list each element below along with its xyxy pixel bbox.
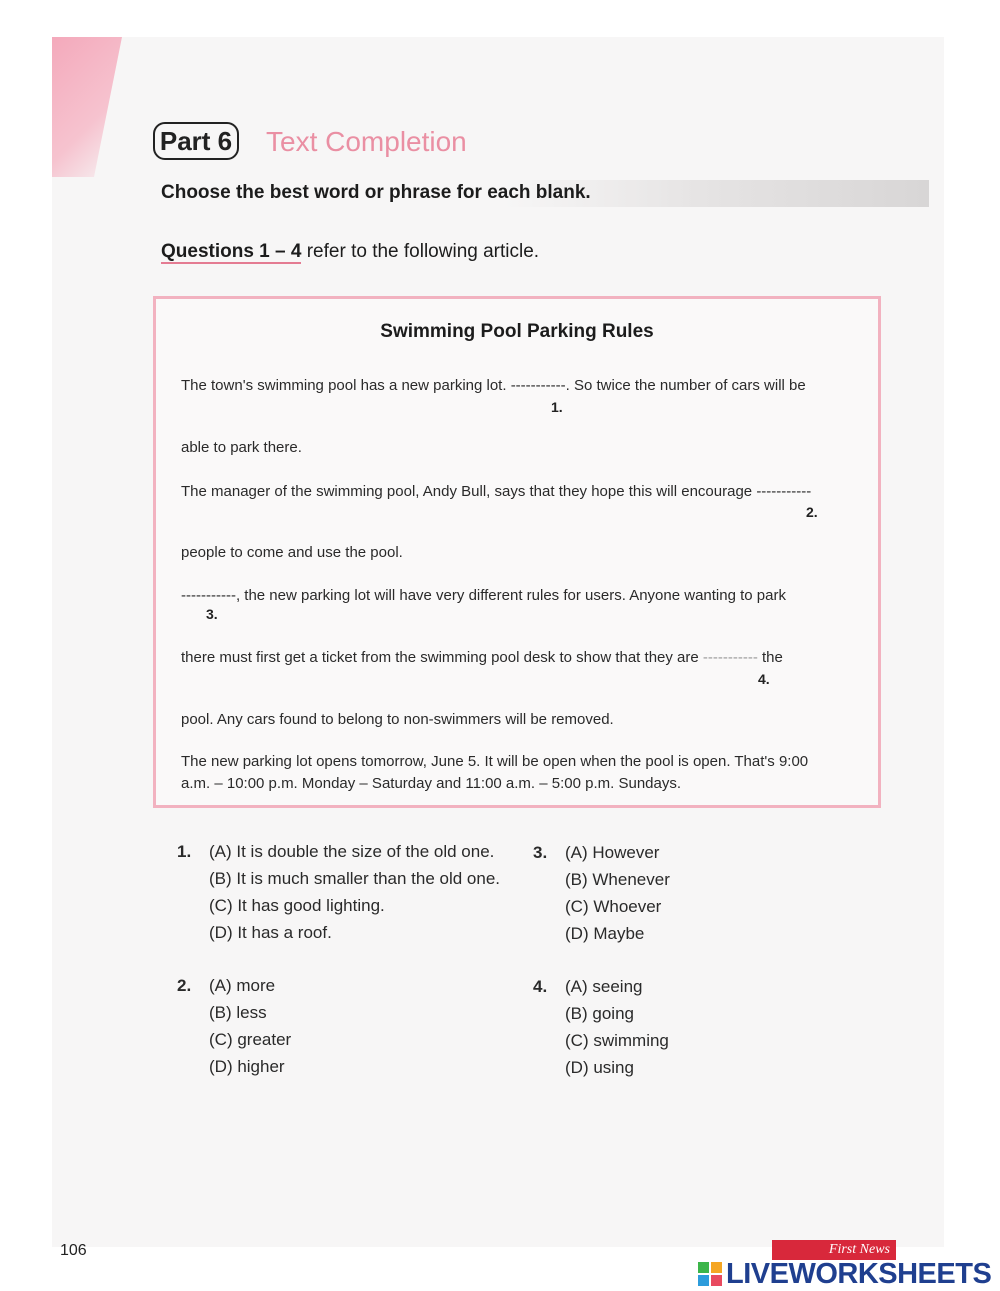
- article-line: there must first get a ticket from the swimming pool desk to show that they are ----------- the: [181, 649, 783, 666]
- article-line: able to park there.: [181, 439, 302, 456]
- option-1c[interactable]: (C) It has good lighting.: [209, 896, 385, 915]
- article-line: a.m. – 10:00 p.m. Monday – Saturday and 11:00 a.m. – 5:00 p.m. Sundays.: [181, 775, 682, 792]
- article-line: pool. Any cars found to belong to non-swimmers will be removed.: [181, 711, 614, 728]
- blank-1[interactable]: -----------: [510, 377, 566, 394]
- option-3b[interactable]: (B) Whenever: [565, 870, 670, 889]
- page-number: 106: [60, 1242, 87, 1259]
- article-box: [153, 296, 881, 808]
- question-number: 2.: [177, 976, 192, 995]
- option-3d[interactable]: (D) Maybe: [565, 924, 645, 943]
- publisher-banner: First News: [772, 1240, 896, 1260]
- option-2c[interactable]: (C) greater: [209, 1030, 292, 1049]
- article-line: people to come and use the pool.: [181, 544, 403, 561]
- article-title: Swimming Pool Parking Rules: [380, 321, 654, 342]
- option-2d[interactable]: (D) higher: [209, 1057, 285, 1076]
- question-number: 3.: [533, 843, 548, 862]
- option-1b[interactable]: (B) It is much smaller than the old one.: [209, 869, 501, 888]
- article-line: The new parking lot opens tomorrow, June 5. It will be open when the pool is open. That's 9:00: [181, 753, 809, 770]
- article-line: The manager of the swimming pool, Andy Bull, says that they hope this will encourage -----------: [181, 483, 812, 500]
- blank-4[interactable]: -----------: [702, 649, 758, 666]
- part-title: Text Completion: [266, 126, 467, 157]
- questions-reference: [161, 241, 539, 263]
- option-1a[interactable]: (A) It is double the size of the old one.: [209, 842, 495, 861]
- option-4c[interactable]: (C) swimming: [565, 1031, 669, 1050]
- question-number: 1.: [177, 842, 192, 861]
- article-line: The town's swimming pool has a new parking lot. -----------. So twice the number of cars will be: [181, 377, 806, 394]
- blank-number: 4.: [758, 671, 770, 687]
- option-1d[interactable]: (D) It has a roof.: [209, 923, 332, 942]
- part-badge: Part 6: [153, 122, 239, 160]
- questions-range: Questions 1 – 4: [161, 241, 302, 262]
- option-2b[interactable]: (B) less: [209, 1003, 267, 1022]
- questions-ref-text: refer to the following article.: [301, 241, 540, 262]
- liveworksheets-logo-icon: [698, 1262, 722, 1286]
- option-3a[interactable]: (A) However: [565, 843, 660, 862]
- blank-3[interactable]: -----------: [181, 587, 236, 604]
- question-number: 4.: [533, 977, 548, 996]
- blank-number: 1.: [551, 399, 563, 415]
- blank-2[interactable]: -----------: [756, 483, 812, 500]
- instruction-text: Choose the best word or phrase for each blank.: [161, 182, 591, 203]
- option-2a[interactable]: (A) more: [209, 976, 276, 995]
- liveworksheets-brand[interactable]: LIVEWORKSHEETS: [726, 1258, 992, 1290]
- option-4b[interactable]: (B) going: [565, 1004, 634, 1023]
- option-3c[interactable]: (C) Whoever: [565, 897, 662, 916]
- option-4a[interactable]: (A) seeing: [565, 977, 643, 996]
- article-line: -----------, the new parking lot will have very different rules for users. Anyone wanting to park: [181, 587, 786, 604]
- blank-number: 2.: [806, 504, 818, 520]
- blank-number: 3.: [206, 606, 218, 622]
- option-4d[interactable]: (D) using: [565, 1058, 634, 1077]
